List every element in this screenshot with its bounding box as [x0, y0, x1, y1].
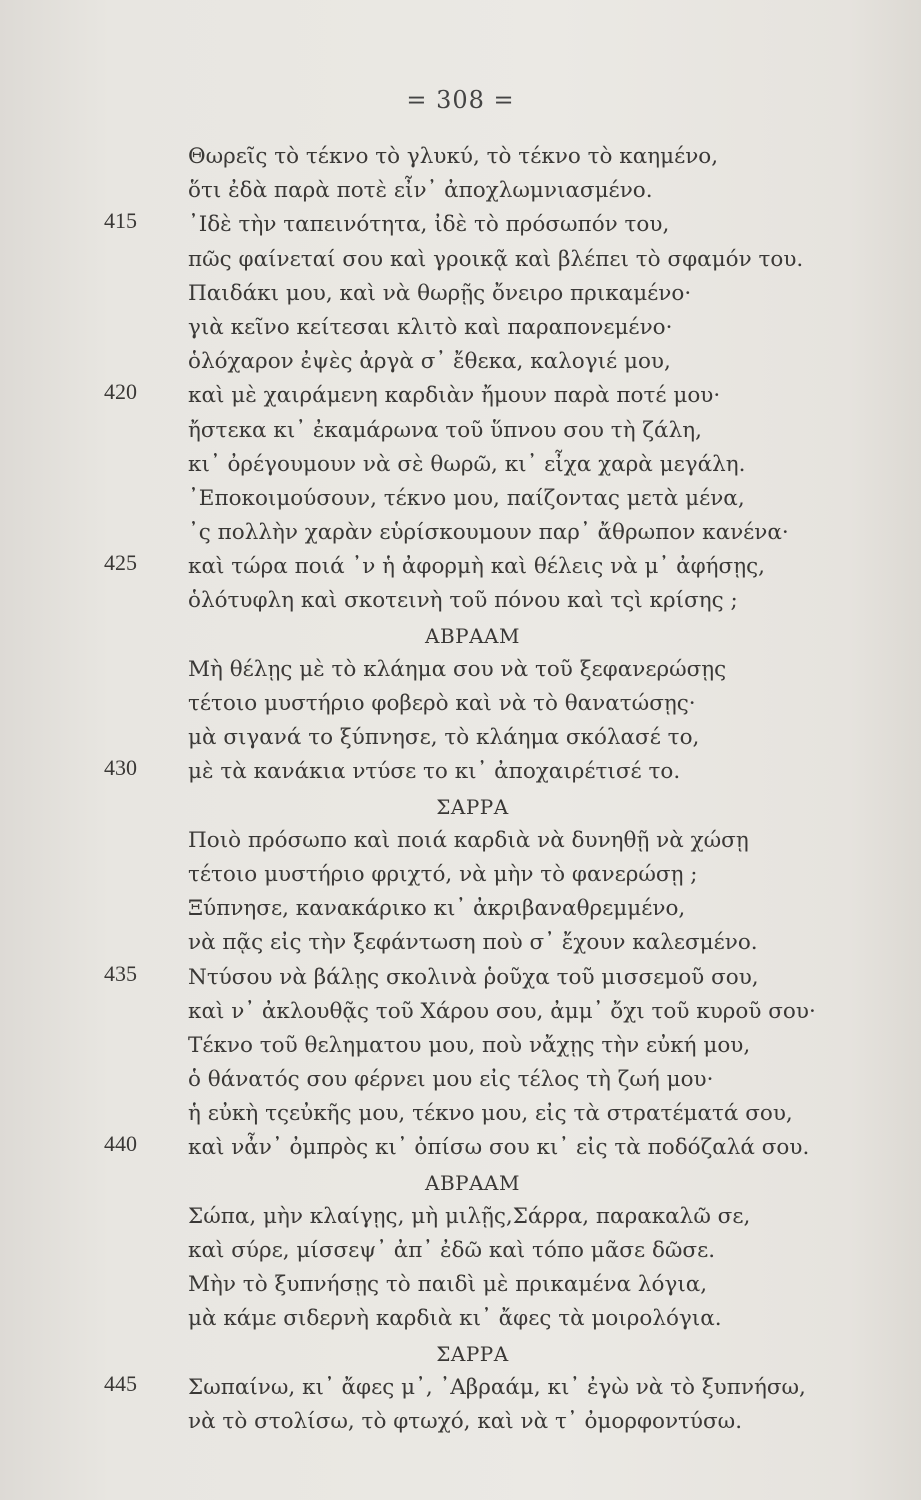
verse-text: μὰ σιγανά το ξύπνησε, τὸ κλάημα σκόλασέ το, [188, 725, 700, 751]
verse-text: ἡ εὐκὴ τςεὐκῆς μου, τέκνο μου, εἰς τὰ στρατέματά σου, [188, 1101, 793, 1127]
verse-text: ᾽Ιδὲ τὴν ταπεινότητα, ἰδὲ τὸ πρόσωπόν του, [188, 212, 670, 238]
verse-line [0, 1029, 921, 1063]
verse-line [0, 311, 921, 345]
verse-text: ὁ θάνατός σου φέρνει μου εἰς τέλος τὴ ζωή μου· [188, 1067, 714, 1093]
verse-line [0, 1302, 921, 1336]
verse-line [0, 755, 921, 789]
verse-line [0, 892, 921, 926]
verse-line [0, 1405, 921, 1439]
speaker-heading: ΑΒΡΑΑΜ [425, 623, 520, 648]
verse-line [0, 653, 921, 687]
line-number: 425 [104, 550, 137, 576]
verse-text: Σωπαίνω, κι᾽ ἄφες μ᾽, ᾽Αβραάμ, κι᾽ ἐγὼ νὰ τὸ ξυπνήσω, [188, 1374, 806, 1400]
line-number: 445 [104, 1370, 137, 1396]
verse-line [0, 1097, 921, 1131]
verse-line [0, 482, 921, 516]
verse-line [0, 1234, 921, 1268]
verse-text: καὶ μὲ χαιράμενη καρδιὰν ἤμουν παρὰ ποτέ μου· [188, 383, 721, 409]
verse-text: μὰ κάμε σιδερνὴ καρδιὰ κι᾽ ἄφες τὰ μοιρολόγια. [188, 1306, 722, 1332]
verse-text: ἤστεκα κι᾽ ἐκαμάρωνα τοῦ ὕπνου σου τὴ ζάλη, [188, 417, 702, 443]
verse-text: πῶς φαίνεταί σου καὶ γροικᾷ καὶ βλέπει τὸ σφαμόν του. [188, 246, 804, 272]
line-number: 415 [104, 208, 137, 234]
verse-text: Παιδάκι μου, καὶ νὰ θωρῇς ὄνειρο πρικαμένο· [188, 280, 692, 306]
verse-text: ὁλότυφλη καὶ σκοτεινὴ τοῦ πόνου καὶ τςὶ κρίσης ; [188, 588, 738, 614]
verse-text: Μὴ θέλῃς μὲ τὸ κλάημα σου νὰ τοῦ ξεφανερώσῃς [188, 656, 727, 682]
verse-text: Τέκνο τοῦ θεληματου μου, ποὺ νἄχῃς τὴν εὐκή μου, [188, 1032, 751, 1058]
verse-text: Θωρεῖς τὸ τέκνο τὸ γλυκύ, τὸ τέκνο τὸ καημένο, [188, 144, 719, 169]
speaker-heading: ΑΒΡΑΑΜ [425, 1170, 520, 1195]
verse-line [0, 995, 921, 1029]
verse-text: Μὴν τὸ ξυπνήσῃς τὸ παιδὶ μὲ πρικαμένα λόγια, [188, 1272, 708, 1298]
verse-text: νὰ τὸ στολίσω, τὸ φτωχό, καὶ νὰ τ᾽ ὀμορφοντύσω. [188, 1408, 743, 1434]
verse-line [0, 1131, 921, 1165]
verse-text: κι᾽ ὀρέγουμουν νὰ σὲ θωρῶ, κι᾽ εἶχα χαρὰ μεγάλη. [188, 451, 746, 477]
verse-line [0, 584, 921, 618]
verse-text: ὁλόχαρον ἐψὲς ἀργὰ σ᾽ ἔθεκα, καλογιέ μου, [188, 349, 671, 375]
verse-line [0, 858, 921, 892]
verse-text: Ξύπνησε, κανακάρικο κι᾽ ἀκριβαναθρεμμένο, [188, 896, 686, 922]
verse-text: καὶ ν᾽ ἀκλουθᾷς τοῦ Χάρου σου, ἀμμ᾽ ὄχι τοῦ κυροῦ σου· [188, 998, 816, 1024]
verse-text: Σώπα, μὴν κλαίγῃς, μὴ μιλῇς,Σάρρα, παρακαλῶ σε, [188, 1203, 751, 1229]
verse-line [0, 721, 921, 755]
verse-line [0, 140, 921, 174]
verse-line [0, 379, 921, 413]
verse-line [0, 1371, 921, 1405]
speaker-heading: ΣΑΡΡΑ [436, 1341, 509, 1366]
verse-line [0, 926, 921, 960]
verse-text: μὲ τὰ κανάκια ντύσε το κι᾽ ἀποχαιρέτισέ το. [188, 759, 681, 785]
verse-text: τέτοιο μυστήριο φριχτό, νὰ μὴν τὸ φανερώσῃ ; [188, 861, 698, 887]
verse-line [0, 687, 921, 721]
verse-text: ᾽ς πολλὴν χαρὰν εὑρίσκουμουν παρ᾽ ἄθρωπον κανένα· [188, 520, 789, 546]
verse-text: γιὰ κεῖνο κείτεσαι κλιτὸ καὶ παραπονεμένο· [188, 314, 673, 340]
poem-text [0, 140, 921, 1439]
verse-text: καὶ τώρα ποιά ᾽ν ἡ ἀφορμὴ καὶ θέλεις νὰ μ᾽ ἀφήσῃς, [188, 554, 765, 580]
verse-text: ὅτι ἐδὰ παρὰ ποτὲ εἶν᾽ ἀποχλωμνιασμένο. [188, 178, 653, 204]
verse-text: Ποιὸ πρόσωπο καὶ ποιά καρδιὰ νὰ δυνηθῇ νὰ χώσῃ [188, 827, 749, 853]
line-number: 440 [104, 1131, 137, 1157]
verse-line [0, 961, 921, 995]
verse-line [0, 208, 921, 242]
verse-text: τέτοιο μυστήριο φοβερὸ καὶ νὰ τὸ θανατώσῃς· [188, 691, 696, 716]
verse-line [0, 345, 921, 379]
verse-text: Ντύσου νὰ βάλῃς σκολινὰ ῥοῦχα τοῦ μισσεμοῦ σου, [188, 964, 759, 990]
verse-text: καὶ σύρε, μίσσεψ᾽ ἀπ᾽ ἐδῶ καὶ τόπο μᾶσε δῶσε. [188, 1238, 716, 1263]
verse-line [0, 277, 921, 311]
verse-line [0, 550, 921, 584]
verse-line [0, 448, 921, 482]
verse-line [0, 174, 921, 208]
verse-line [0, 516, 921, 550]
verse-line [0, 1063, 921, 1097]
verse-line [0, 243, 921, 277]
verse-text: νὰ πᾷς εἰς τὴν ξεφάντωση ποὺ σ᾽ ἔχουν καλεσμένο. [188, 930, 758, 956]
verse-line [0, 414, 921, 448]
verse-line [0, 1268, 921, 1302]
verse-text: ᾽Εποκοιμούσουν, τέκνο μου, παίζοντας μετὰ μένα, [188, 485, 745, 511]
line-number: 435 [104, 960, 137, 986]
line-number: 430 [104, 755, 137, 781]
verse-line [0, 824, 921, 858]
verse-text: καὶ νἆν᾽ ὀμπρὸς κι᾽ ὀπίσω σου κι᾽ εἰς τὰ ποδόζαλά σου. [188, 1135, 810, 1161]
page-number: = 308 = [406, 86, 515, 114]
verse-line [0, 1200, 921, 1234]
speaker-heading: ΣΑΡΡΑ [436, 794, 509, 819]
line-number: 420 [104, 379, 137, 405]
